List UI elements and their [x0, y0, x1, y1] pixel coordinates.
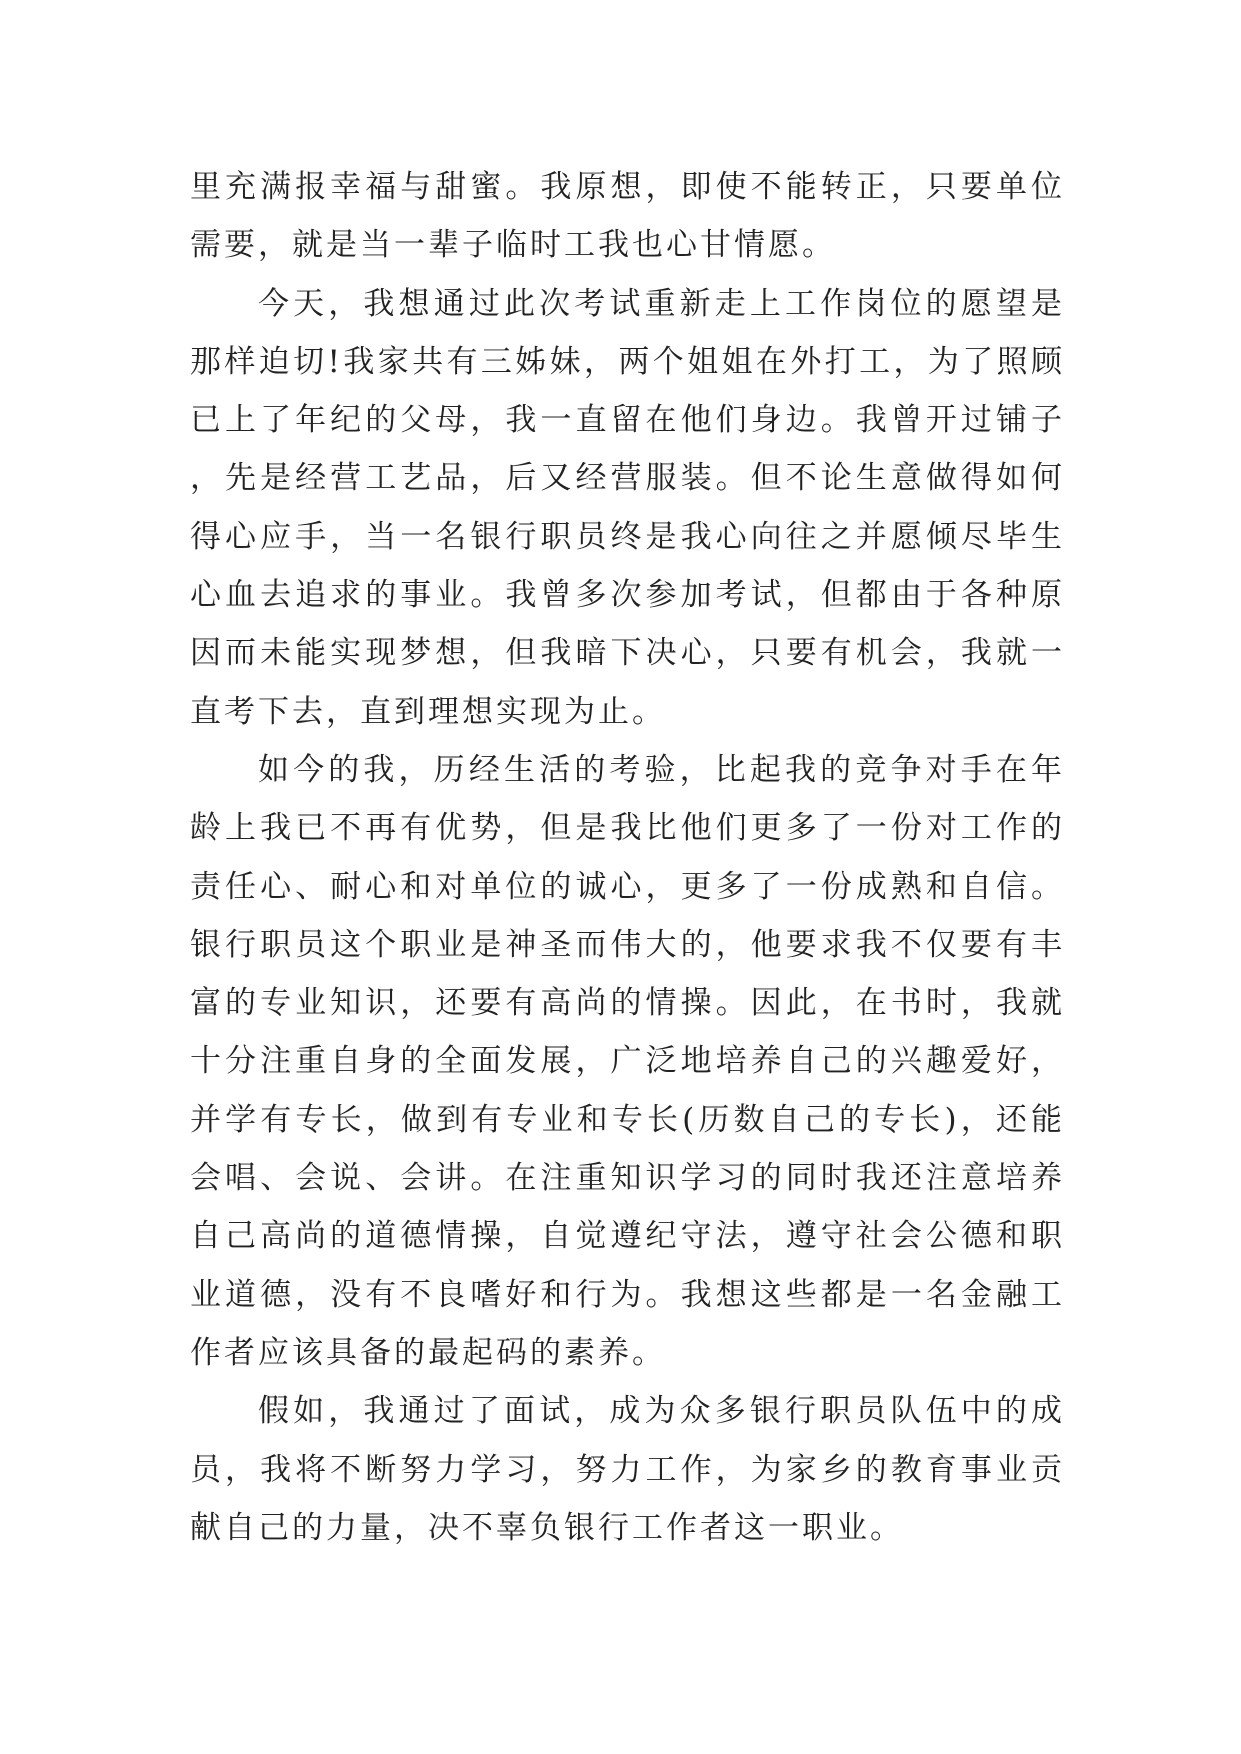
paragraph-today: 今天，我想通过此次考试重新走上工作岗位的愿望是那样迫切!我家共有三姊妹，两个姐姐在外打工，为了照顾已上了年纪的父母，我一直留在他们身边。我曾开过铺子，先是经营工艺品，后又经营服装。但不论生意做得如何得心应手，当一名银行职员终是我心向往之并愿倾尽毕生心血去追求的事业。我曾多次参加考试，但都由于各种原因而未能实现梦想，但我暗下决心，只要有机会，我就一直考下去，直到理想实现为止。: [190, 285, 1065, 730]
paragraph-now: 如今的我，历经生活的考验，比起我的竞争对手在年龄上我已不再有优势，但是我比他们更多了一份对工作的责任心、耐心和对单位的诚心，更多了一份成熟和自信。银行职员这个职业是神圣而伟大的，他要求我不仅要有丰富的专业知识，还要有高尚的情操。因此，在书时，我就十分注重自身的全面发展，广泛地培养自己的兴趣爱好，并学有专长，做到有专业和专长(历数自己的专长)，还能会唱、会说、会讲。在注重知识学习的同时我还注意培养自己高尚的道德情操，自觉遵纪守法，遵守社会公德和职业道德，没有不良嗜好和行为。我想这些都是一名金融工作者应该具备的最起码的素养。: [190, 751, 1065, 1371]
paragraph-if: 假如，我通过了面试，成为众多银行职员队伍中的成员，我将不断努力学习，努力工作，为家乡的教育事业贡献自己的力量，决不辜负银行工作者这一职业。: [190, 1393, 1065, 1546]
document-body: [190, 158, 1065, 1557]
paragraph-continuation: 里充满报幸福与甜蜜。我原想，即使不能转正，只要单位需要，就是当一辈子临时工我也心甘情愿。: [190, 169, 1065, 264]
